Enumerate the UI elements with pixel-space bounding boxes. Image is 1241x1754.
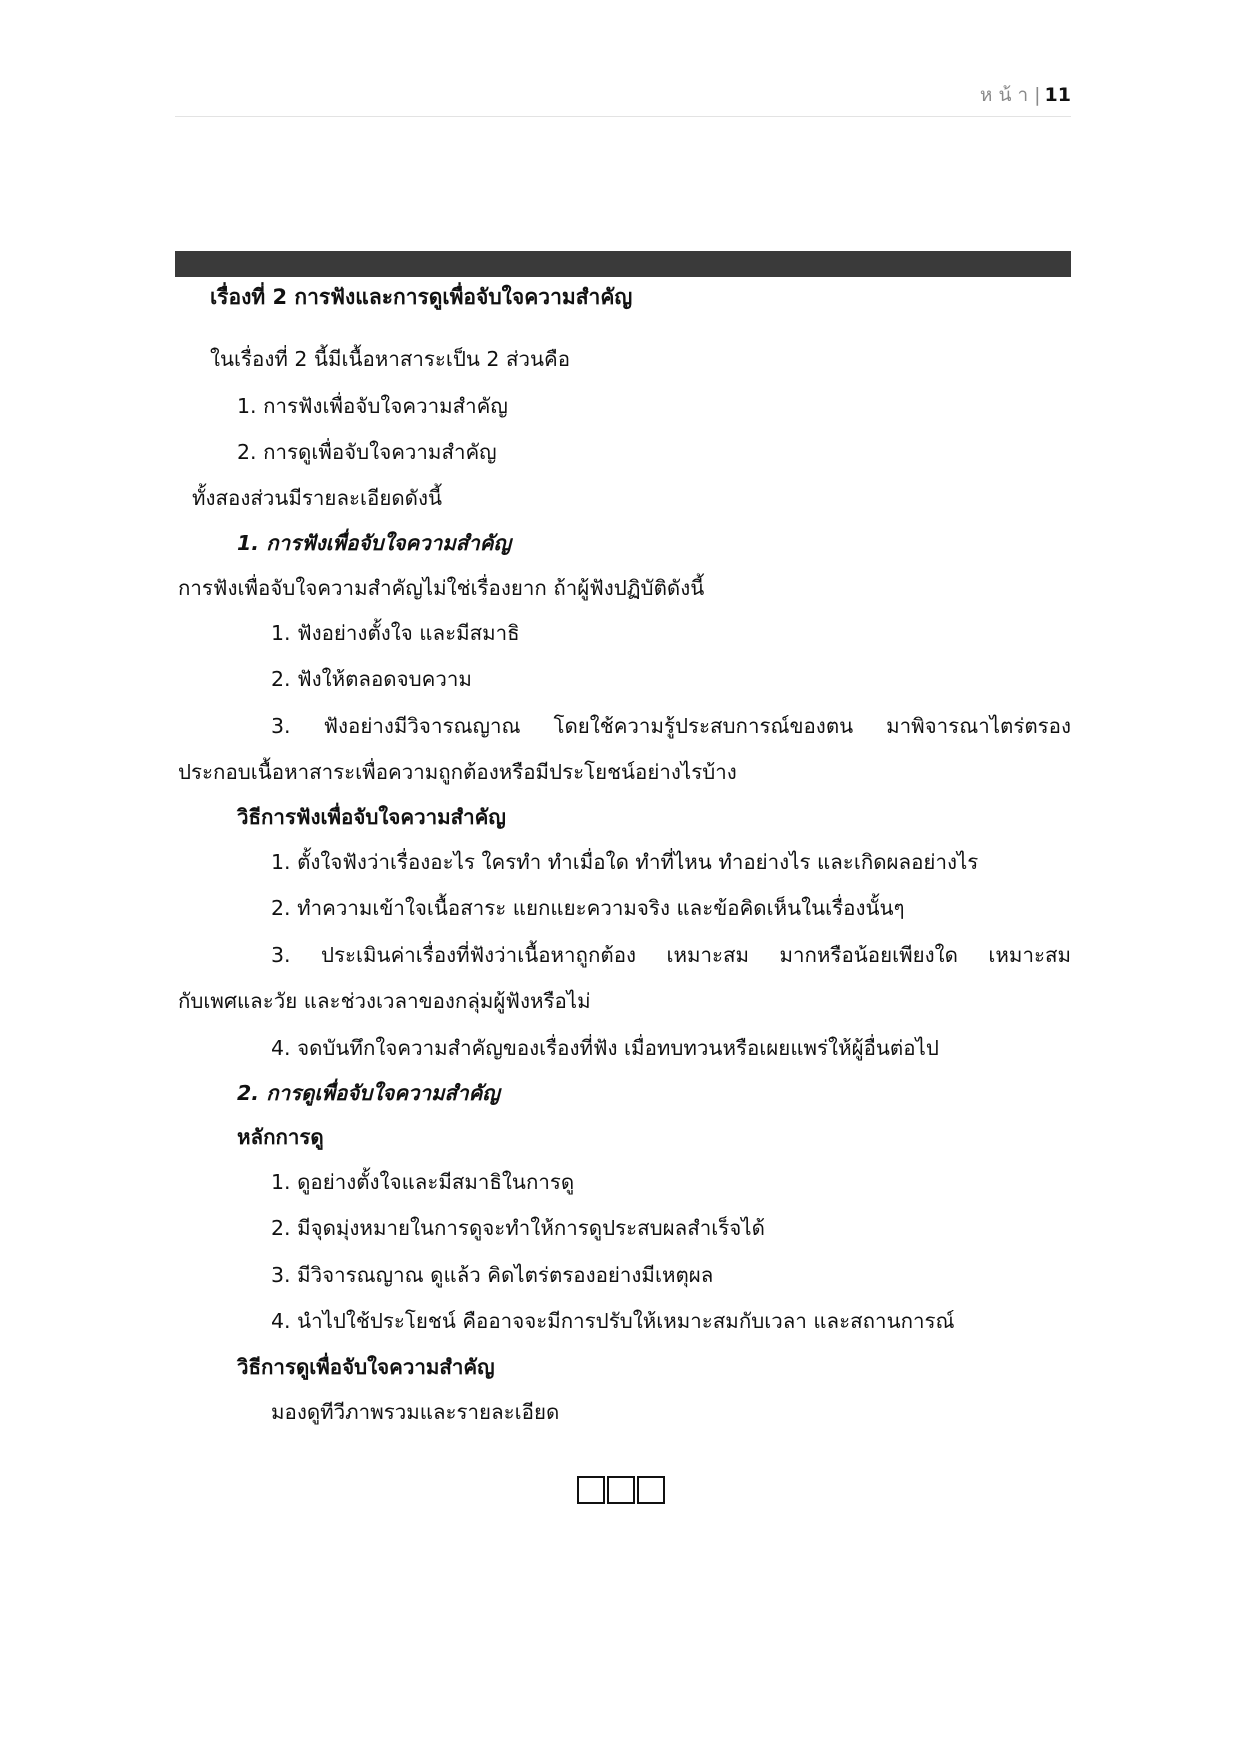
viewing-method-text: มองดูทีวีภาพรวมและรายละเอียด <box>271 1400 560 1424</box>
listening-item: 1. ฟังอย่างตั้งใจ และมีสมาธิ <box>271 621 520 645</box>
listening-intro: การฟังเพื่อจับใจความสำคัญไม่ใช่เรื่องยาก ถ้าผู้ฟังปฏิบัติดังนี้ <box>178 576 705 600</box>
listening-item-3-line1: 3. ฟังอย่างมีวิจารณญาณ โดยใช้ความรู้ประสบการณ์ของตน มาพิจารณาไตร่ตรอง <box>271 714 1071 738</box>
viewing-principle: 3. มีวิจารณญาณ ดูแล้ว คิดไตร่ตรองอย่างมีเหตุผล <box>271 1263 714 1287</box>
viewing-method-heading: วิธีการดูเพื่อจับใจความสำคัญ <box>237 1355 495 1379</box>
listening-method-item: 2. ทำความเข้าใจเนื้อสาระ แยกแยะความจริง และข้อคิดเห็นในเรื่องนั้นๆ <box>271 896 905 920</box>
header-separator: | <box>1034 84 1041 106</box>
square-mark-icon <box>637 1476 665 1504</box>
listening-item-3-line2: ประกอบเนื้อหาสาระเพื่อความถูกต้องหรือมีประโยชน์อย่างไรบ้าง <box>178 760 737 784</box>
listening-method-item-3-line1: 3. ประเมินค่าเรื่องที่ฟังว่าเนื้อหาถูกต้อง เหมาะสม มากหรือน้อยเพียงใด เหมาะสม <box>271 943 1071 967</box>
listening-method-heading: วิธีการฟังเพื่อจับใจความสำคัญ <box>237 805 506 829</box>
listening-method-item: 1. ตั้งใจฟังว่าเรื่องอะไร ใครทำ ทำเมื่อใด ทำที่ไหน ทำอย่างไร และเกิดผลอย่างไร <box>271 850 979 874</box>
section-intro: ในเรื่องที่ 2 นี้มีเนื้อหาสาระเป็น 2 ส่วนคือ <box>210 347 571 371</box>
listening-item: 2. ฟังให้ตลอดจบความ <box>271 667 472 691</box>
square-mark-icon <box>607 1476 635 1504</box>
listening-heading: 1. การฟังเพื่อจับใจความสำคัญ <box>237 531 511 555</box>
listening-method-item-3-line2: กับเพศและวัย และช่วงเวลาของกลุ่มผู้ฟังหรือไม่ <box>178 989 591 1013</box>
details-intro: ทั้งสองส่วนมีรายละเอียดดังนี้ <box>192 486 442 510</box>
section-title: เรื่องที่ 2 การฟังและการดูเพื่อจับใจความสำคัญ <box>210 285 633 309</box>
header-rule <box>175 116 1071 117</box>
page-number: 11 <box>1044 84 1071 106</box>
part-item: 2. การดูเพื่อจับใจความสำคัญ <box>237 440 497 464</box>
page-label: ห น้ า <box>979 84 1029 106</box>
viewing-principles-heading: หลักการดู <box>237 1125 324 1149</box>
viewing-heading: 2. การดูเพื่อจับใจความสำคัญ <box>237 1081 500 1105</box>
viewing-principle: 2. มีจุดมุ่งหมายในการดูจะทำให้การดูประสบผลสำเร็จได้ <box>271 1216 765 1240</box>
part-item: 1. การฟังเพื่อจับใจความสำคัญ <box>237 394 508 418</box>
listening-method-item: 4. จดบันทึกใจความสำคัญของเรื่องที่ฟัง เมื่อทบทวนหรือเผยแพร่ให้ผู้อื่นต่อไป <box>271 1036 939 1060</box>
square-mark-icon <box>577 1476 605 1504</box>
viewing-principle: 1. ดูอย่างตั้งใจและมีสมาธิในการดู <box>271 1170 575 1194</box>
page-header <box>175 80 1071 110</box>
section-banner <box>175 251 1071 277</box>
section-end-marks <box>0 1472 1241 1513</box>
viewing-principle: 4. นำไปใช้ประโยชน์ คืออาจจะมีการปรับให้เหมาะสมกับเวลา และสถานการณ์ <box>271 1309 955 1333</box>
